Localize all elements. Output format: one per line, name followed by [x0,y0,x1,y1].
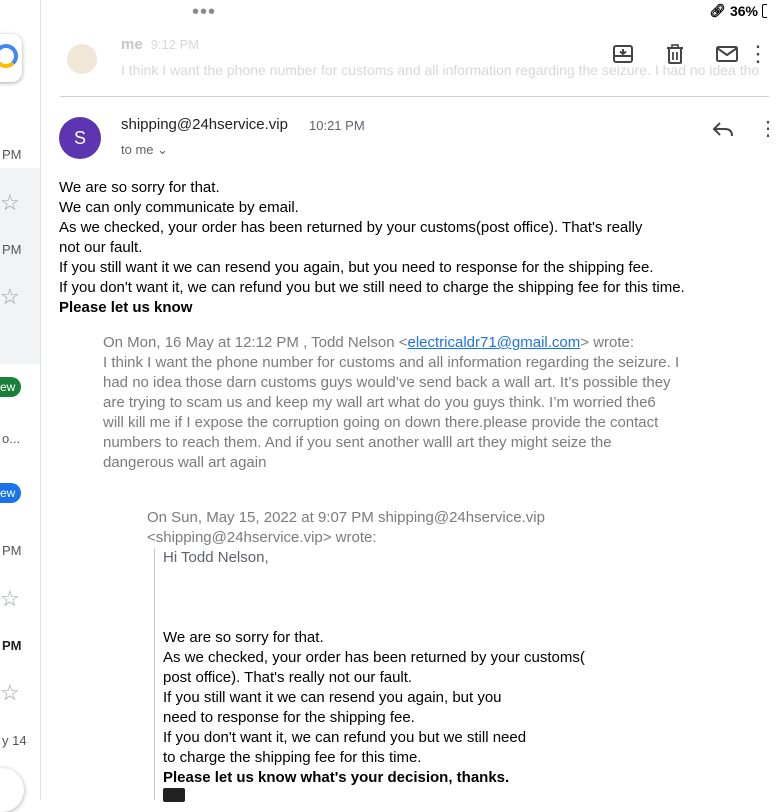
avatar [67,44,97,74]
sender-avatar[interactable]: S [59,117,101,159]
body-line: As we checked, your order has been returned by your customs(post office). That's really [59,219,643,236]
redaction-block [163,788,185,802]
conversation-list [0,0,41,800]
quote-bar [154,548,155,800]
quote-closing: Please let us know what's your decision, thanks. [163,769,510,786]
nested-quote-header-line: <shipping@24hservice.vip> wrote: [147,529,377,546]
quote-line: will kill me if I expose the corruption going on down there.please provide the contact [103,414,659,431]
quote-line: I think I want the phone number for customs and all information regarding the seizure. I [103,354,680,371]
star-icon[interactable]: ☆ [0,586,20,611]
list-item-time[interactable]: PM [2,242,22,257]
message-time: 10:21 PM [309,118,365,133]
star-icon[interactable]: ☆ [0,680,20,705]
divider [60,96,769,97]
star-icon[interactable]: ☆ [0,190,20,215]
list-item-time[interactable]: y 14 [2,733,27,748]
nested-quote-header [147,508,545,548]
delete-button[interactable] [649,36,701,72]
link-icon: 🔗︎ [709,3,726,18]
recipient-label: to me [121,142,154,157]
battery-percent: 36% [729,3,758,19]
chevron-down-icon: ⌄ [157,142,169,157]
quoted-text [103,353,679,473]
body-line: not our fault. [59,239,143,256]
quote-line: post office). That's really not our fault. [163,669,413,686]
collapsed-snippet: I think I want the phone number for customs and all information regarding the seizure. I had no idea tho [121,62,760,78]
more-options-button[interactable]: ⋮ [747,41,769,66]
collapsed-time: 9:12 PM [150,37,200,52]
quote-header: On Mon, 16 May at 12:12 PM , Todd Nelson <electricaldr71@gmail.com> wrote: [103,334,635,351]
message-body [59,178,685,318]
quote-line: If you don't want it, we can refund you but we still need [163,729,527,746]
status-bar [0,0,769,26]
status-indicators [709,3,767,19]
quote-line: need to response for the shipping fee. [163,709,415,726]
list-item-time[interactable]: PM [2,147,22,162]
quote-line: If you still want it we can resend you again, but you [163,689,502,706]
nested-quoted-text [163,628,585,788]
body-line: We are so sorry for that. [59,179,220,196]
list-item-time[interactable]: PM [2,543,22,558]
body-line: If you don't want it, we can refund you but we still need to charge the shipping fee for this time. [59,279,685,296]
nested-quote-header-line: On Sun, May 15, 2022 at 9:07 PM shipping@24hservice.vip [147,509,545,526]
quote-line: dangerous wall art again [103,454,267,471]
label-badge[interactable]: ew [0,483,21,503]
multitask-dots[interactable]: ••• [192,1,217,23]
email-link[interactable]: electricaldr71@gmail.com [407,334,581,351]
body-closing: Please let us know [59,299,193,316]
battery-icon [762,4,767,18]
trash-icon [664,43,686,65]
label-badge[interactable]: ew [0,377,21,397]
list-item-time[interactable]: PM [2,638,22,653]
message-more-button[interactable]: ⋮ [758,118,778,140]
quote-line: to charge the shipping fee for this time. [163,749,422,766]
star-icon[interactable]: ☆ [0,284,20,309]
archive-icon [612,43,634,65]
mark-unread-button[interactable] [701,36,753,72]
app-logo-icon[interactable] [0,34,22,82]
quote-line: are trying to scam us and keep my wall art what do you guys think. I’m worried the6 [103,394,656,411]
body-line: If you still want it we can resend you again, but you need to response for the shipping fee. [59,259,654,276]
reply-button[interactable] [708,116,738,142]
collapsed-sender: me 9:12 PM [121,36,200,53]
quote-line: numbers to reach them. And if you sent another walll art they might seize the [103,434,612,451]
sender-address[interactable]: shipping@24hservice.vip [121,116,288,133]
mail-icon [715,44,739,64]
quote-line: As we checked, your order has been returned by your customs( [163,649,585,666]
reply-icon [711,119,735,139]
archive-button[interactable] [597,36,649,72]
message-toolbar [597,36,769,72]
quote-line: We are so sorry for that. [163,629,324,646]
list-item-snippet[interactable]: o... [2,431,21,446]
compose-button[interactable] [0,768,24,812]
quote-line: had no idea those darn customs guys would’ve send back a wall art. It’s possible they [103,374,671,391]
recipient-details-toggle[interactable] [121,142,168,158]
nested-quote-greeting: Hi Todd Nelson, [163,549,269,566]
body-line: We can only communicate by email. [59,199,299,216]
